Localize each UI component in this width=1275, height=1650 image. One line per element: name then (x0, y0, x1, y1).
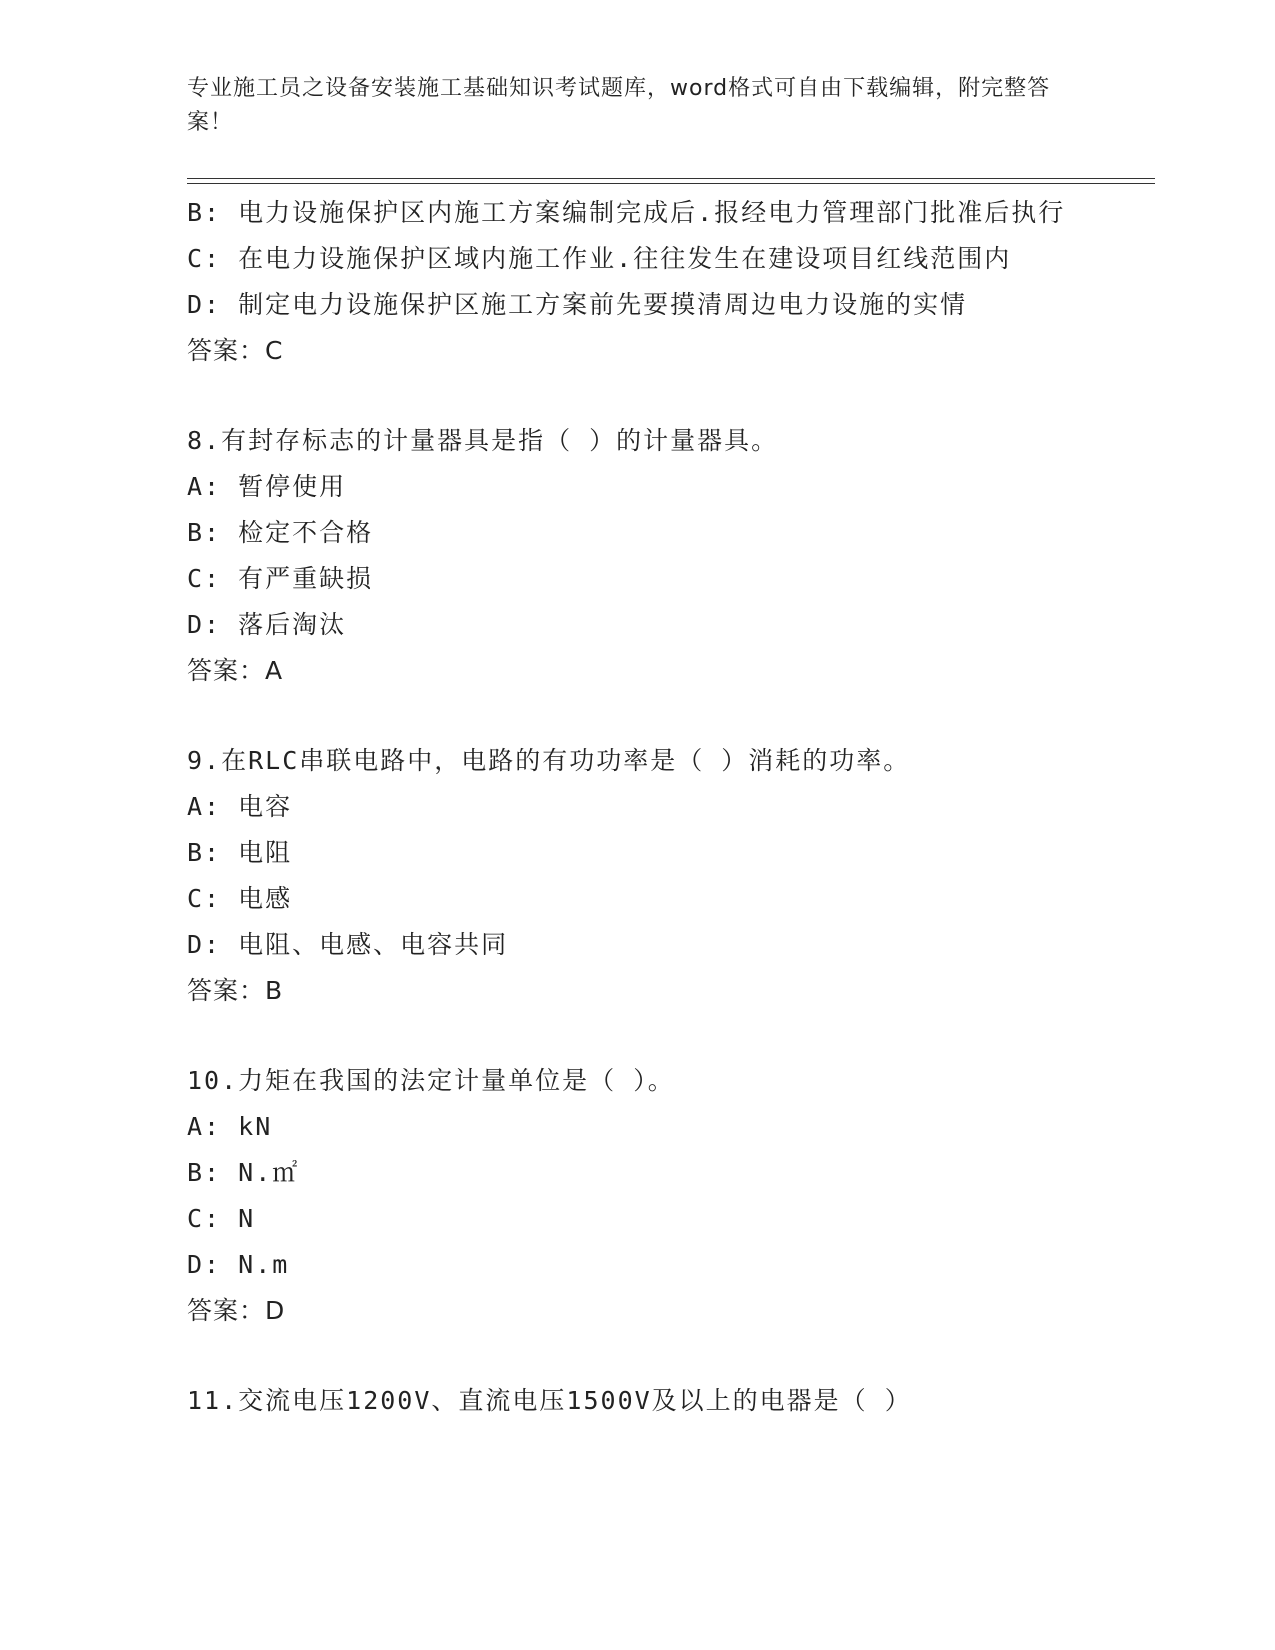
document-header: 专业施工员之设备安装施工基础知识考试题库，word格式可自由下载编辑，附完整答案！ (187, 76, 1051, 135)
option-a: A: 暂停使用 (187, 472, 347, 501)
option-b: B: 电阻 (187, 838, 293, 867)
option-c: C: N (187, 1204, 256, 1233)
option-d: D: N.m (187, 1250, 290, 1279)
question-content (187, 190, 1067, 1424)
answer-line: 答案：A (187, 656, 284, 685)
option-b: B: 检定不合格 (187, 518, 374, 547)
question-block-8 (187, 418, 1067, 694)
question-block-10 (187, 1058, 1067, 1334)
question-block-11 (187, 1378, 1067, 1424)
option-b: B: 电力设施保护区内施工方案编制完成后.报经电力管理部门批准后执行 (187, 198, 1066, 227)
header-divider-top (187, 178, 1155, 179)
question-stem: 9.在RLC串联电路中，电路的有功功率是（ ）消耗的功率。 (187, 746, 911, 775)
header-divider-bottom (187, 183, 1155, 184)
option-d: D: 制定电力设施保护区施工方案前先要摸清周边电力设施的实情 (187, 290, 968, 319)
answer-line: 答案：B (187, 976, 284, 1005)
option-c: C: 有严重缺损 (187, 564, 374, 593)
option-c: C: 在电力设施保护区域内施工作业.往往发生在建设项目红线范围内 (187, 244, 1012, 273)
option-a: A: 电容 (187, 792, 293, 821)
option-d: D: 电阻、电感、电容共同 (187, 930, 509, 959)
option-b: B: N.㎡ (187, 1158, 300, 1187)
question-stem: 8.有封存标志的计量器具是指（ ）的计量器具。 (187, 426, 779, 455)
question-block-7 (187, 190, 1067, 374)
answer-line: 答案：D (187, 1296, 286, 1325)
answer-line: 答案：C (187, 336, 284, 365)
option-a: A: kN (187, 1112, 273, 1141)
question-stem: 10.力矩在我国的法定计量单位是（ ）。 (187, 1066, 675, 1095)
option-d: D: 落后淘汰 (187, 610, 347, 639)
question-block-9 (187, 738, 1067, 1014)
question-stem: 11.交流电压1200V、直流电压1500V及以上的电器是（ ） (187, 1386, 912, 1415)
option-c: C: 电感 (187, 884, 293, 913)
